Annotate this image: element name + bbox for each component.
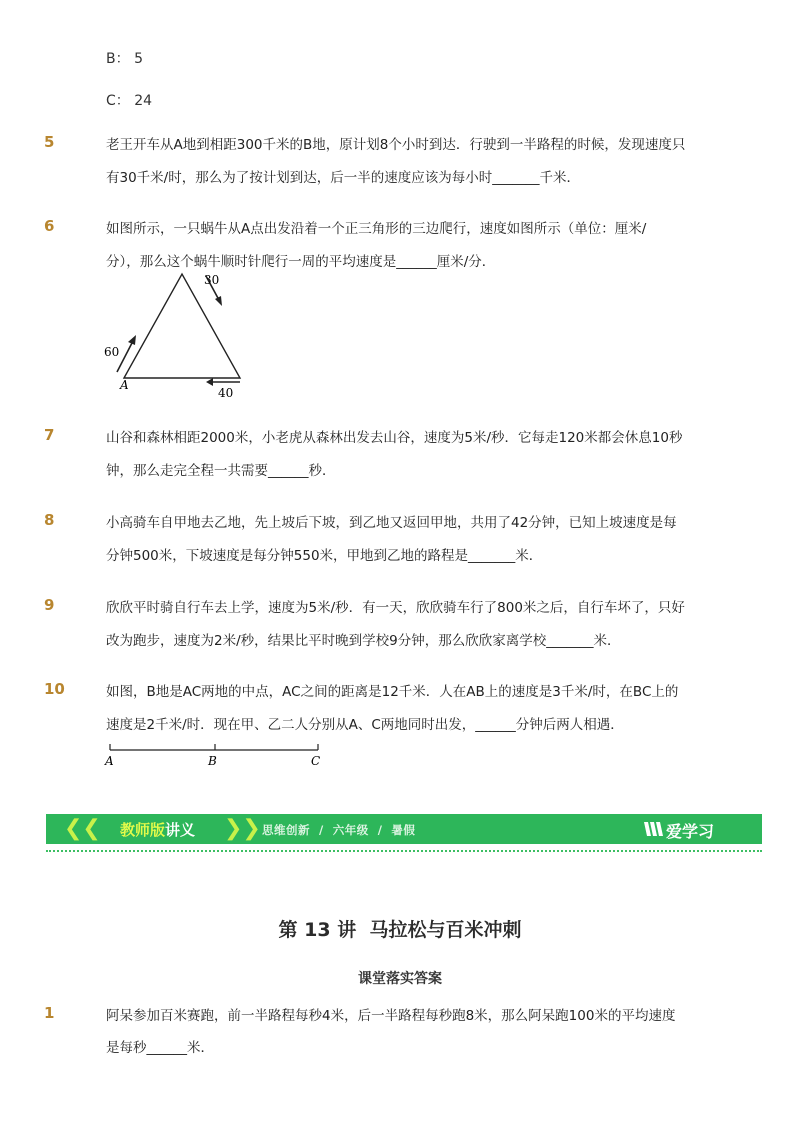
question-text-line: 分），那么这个蜗牛顺时针爬行一周的平均速度是______厘米/分． xyxy=(106,254,496,270)
lecture-title: 第 13 讲 马拉松与百米冲刺 xyxy=(278,919,522,941)
triangle-shape xyxy=(124,274,240,378)
banner-title xyxy=(120,819,195,840)
double-chevron-right-icon: ❯❯ xyxy=(224,816,261,841)
left-arrowhead-icon xyxy=(128,335,136,345)
question-text-line: 是每秒______米． xyxy=(106,1040,214,1056)
question-text-line: 如图，B地是AC两地的中点，AC之间的距离是12千米．人在AB上的速度是3千米/时，在BC上的 xyxy=(106,684,679,700)
option-label: B： xyxy=(106,51,130,67)
right-speed-label: 30 xyxy=(204,273,220,287)
question-text-line: 速度是2千米/时．现在甲、乙二人分别从A、C两地同时出发，______分钟后两人相遇． xyxy=(106,717,624,733)
question-number: 9 xyxy=(44,596,55,614)
section-title: 课堂落实答案 xyxy=(358,971,442,987)
question-number: 6 xyxy=(44,217,55,235)
question-text-line: 如图所示，一只蜗牛从A点出发沿着一个正三角形的三边爬行，速度如图所示（单位：厘米/ xyxy=(106,221,647,237)
option-b xyxy=(106,48,143,68)
left-speed-label: 60 xyxy=(104,345,120,359)
question-text-line: 有30千米/时，那么为了按计划到达，后一半的速度应该为每小时_______千米． xyxy=(106,170,580,186)
question-text-line: 欣欣平时骑自行车去上学，速度为5米/秒．有一天，欣欣骑车行了800米之后，自行车坏了，只好 xyxy=(106,600,685,616)
right-arrowhead-icon xyxy=(215,296,222,306)
dotted-divider xyxy=(46,850,762,852)
bottom-arrowhead-icon xyxy=(206,378,213,386)
question-text-line: 小高骑车自甲地去乙地，先上坡后下坡，到乙地又返回甲地，共用了42分钟，已知上坡速度是每 xyxy=(106,515,677,531)
question-text-line: 山谷和森林相距2000米，小老虎从森林出发去山谷，速度为5米/秒．它每走120米都会休息10秒 xyxy=(106,430,683,446)
header-banner xyxy=(46,814,762,844)
question-number: 1 xyxy=(44,1004,55,1022)
question-text-line: 钟，那么走完全程一共需要______秒． xyxy=(106,463,336,479)
option-c xyxy=(106,90,152,110)
segment-figure xyxy=(100,738,330,772)
option-value: 5 xyxy=(134,51,143,67)
double-chevron-left-icon: ❮❮ xyxy=(64,816,101,841)
option-label: C： xyxy=(106,93,130,109)
question-text-line: 老王开车从A地到相距300千米的B地，原计划8个小时到达．行驶到一半路程的时候，发现速度只 xyxy=(106,137,686,153)
bottom-speed-label: 40 xyxy=(218,386,234,400)
question-text-line: 阿呆参加百米赛跑，前一半路程每秒4米，后一半路程每秒跑8米，那么阿呆跑100米的平均速度 xyxy=(106,1008,676,1024)
question-number: 7 xyxy=(44,426,55,444)
question-text-line: 改为跑步，速度为2米/秒，结果比平时晚到学校9分钟，那么欣欣家离学校_______米． xyxy=(106,633,621,649)
question-number: 5 xyxy=(44,133,55,151)
point-a-label: A xyxy=(105,754,114,768)
point-b-label: B xyxy=(208,754,217,768)
question-number: 8 xyxy=(44,511,55,529)
point-c-label: C xyxy=(311,754,321,768)
brand-logo-text: 爱学习 xyxy=(666,822,715,841)
brand-logo-icon xyxy=(644,820,664,838)
banner-subtitle: 思维创新 / 六年级 / 暑假 xyxy=(262,823,416,837)
question-number: 10 xyxy=(44,680,65,698)
option-value: 24 xyxy=(134,93,153,109)
triangle-figure xyxy=(100,268,260,403)
question-text-line: 分钟500米，下坡速度是每分钟550米，甲地到乙地的路程是_______米． xyxy=(106,548,543,564)
banner-title-part2: 讲义 xyxy=(165,821,196,839)
vertex-label: A xyxy=(120,378,129,392)
banner-title-part1: 教师版 xyxy=(120,821,166,839)
